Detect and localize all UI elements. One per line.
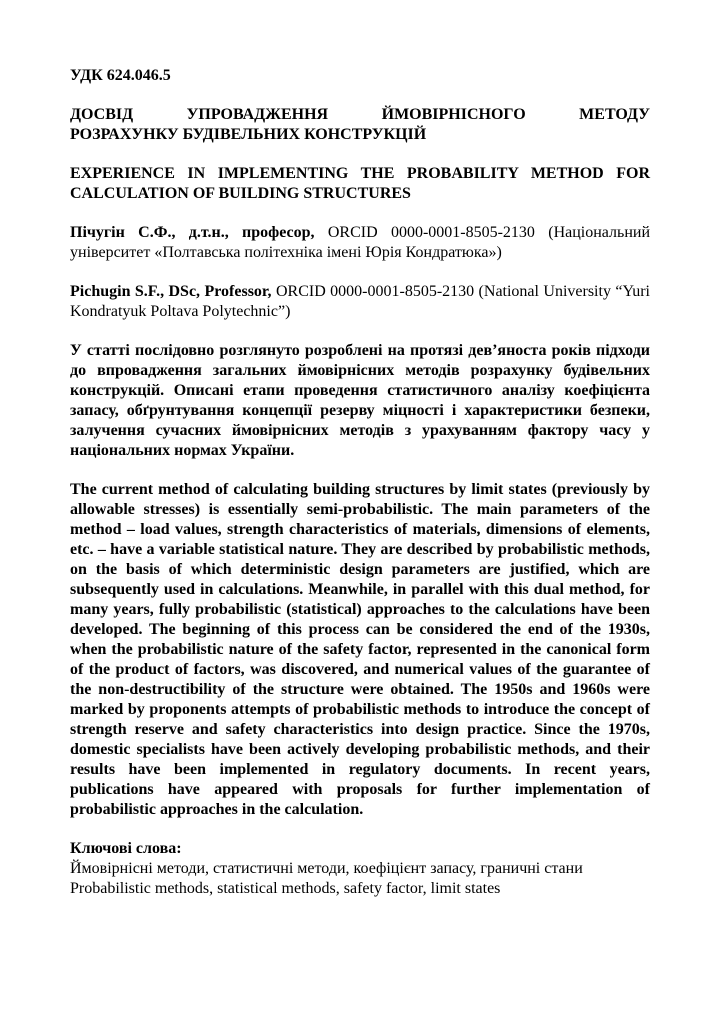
keywords-heading: Ключові слова:	[70, 840, 182, 857]
author-ukrainian-affiliation: ORCID 0000-0001-8505-2130 (Національний університет «Полтавська політехніка імені Юрія Кондратюка»)	[70, 224, 650, 261]
abstract-ukrainian: У статті послідовно розглянуто розроблені на протязі дев’яноста років підходи до впровадження загальних ймовірнісних методів розрахунку будівельних конструкцій. Описані етапи проведення статистичного аналізу коефіцієнта запасу, обґрунтування концепції резерву міцності і характеристики безпеки, залучення сучасних ймовірнісних методів з урахуванням фактору часу у національних нормах України.	[70, 342, 650, 459]
title-ukrainian	[70, 105, 650, 145]
title-english	[70, 164, 650, 204]
title-english-line-1: EXPERIENCE IN IMPLEMENTING THE PROBABILITY METHOD FOR	[70, 165, 650, 182]
title-english-line-2: CALCULATION OF BUILDING STRUCTURES	[70, 185, 411, 202]
author-english-affiliation: ORCID 0000-0001-8505-2130 (National University “Yuri Kondratyuk Poltava Polytechnic”)	[70, 283, 651, 320]
title-ukrainian-line-1: ДОСВІД УПРОВАДЖЕННЯ ЙМОВІРНІСНОГО МЕТОДУ	[70, 106, 650, 123]
udc-number: УДК 624.046.5	[70, 67, 171, 84]
author-english	[70, 282, 650, 322]
author-ukrainian-name: Пічугін С.Ф., д.т.н., професор,	[70, 224, 315, 241]
author-english-name: Pichugin S.F., DSc, Professor,	[70, 283, 272, 300]
abstract-english: The current method of calculating building structures by limit states (previously by allowable stresses) is essentially semi-probabilistic. The main parameters of the method – load values, strength characteristics of materials, dimensions of elements, etc. – have a variable statistical nature. They are described by probabilistic methods, on the basis of which deterministic design parameters are justified, which are subsequently used in calculations. Meanwhile, in parallel with this dual method, for many years, fully probabilistic (statistical) approaches to the calculations have been developed. The beginning of this process can be considered the end of the 1930s, when the probabilistic nature of the safety factor, represented in the canonical form of the product of factors, was discovered, and numerical values of the guarantee of the non-destructibility of the structure were obtained. The 1950s and 1960s were marked by proponents attempts of probabilistic methods to introduce the concept of strength reserve and safety characteristics into design practice. Since the 1970s, domestic specialists have been actively developing probabilistic methods, and their results have been implemented in regulatory documents. In recent years, publications have appeared with proposals for further implementation of probabilistic approaches in the calculation.	[70, 481, 650, 818]
keywords-english: Probabilistic methods, statistical methods, safety factor, limit states	[70, 880, 501, 897]
author-ukrainian	[70, 223, 650, 263]
title-ukrainian-line-2: РОЗРАХУНКУ БУДІВЕЛЬНИХ КОНСТРУКЦІЙ	[70, 126, 427, 143]
keywords-ukrainian: Ймовірнісні методи, статистичні методи, коефіцієнт запасу, граничні стани	[70, 860, 583, 877]
